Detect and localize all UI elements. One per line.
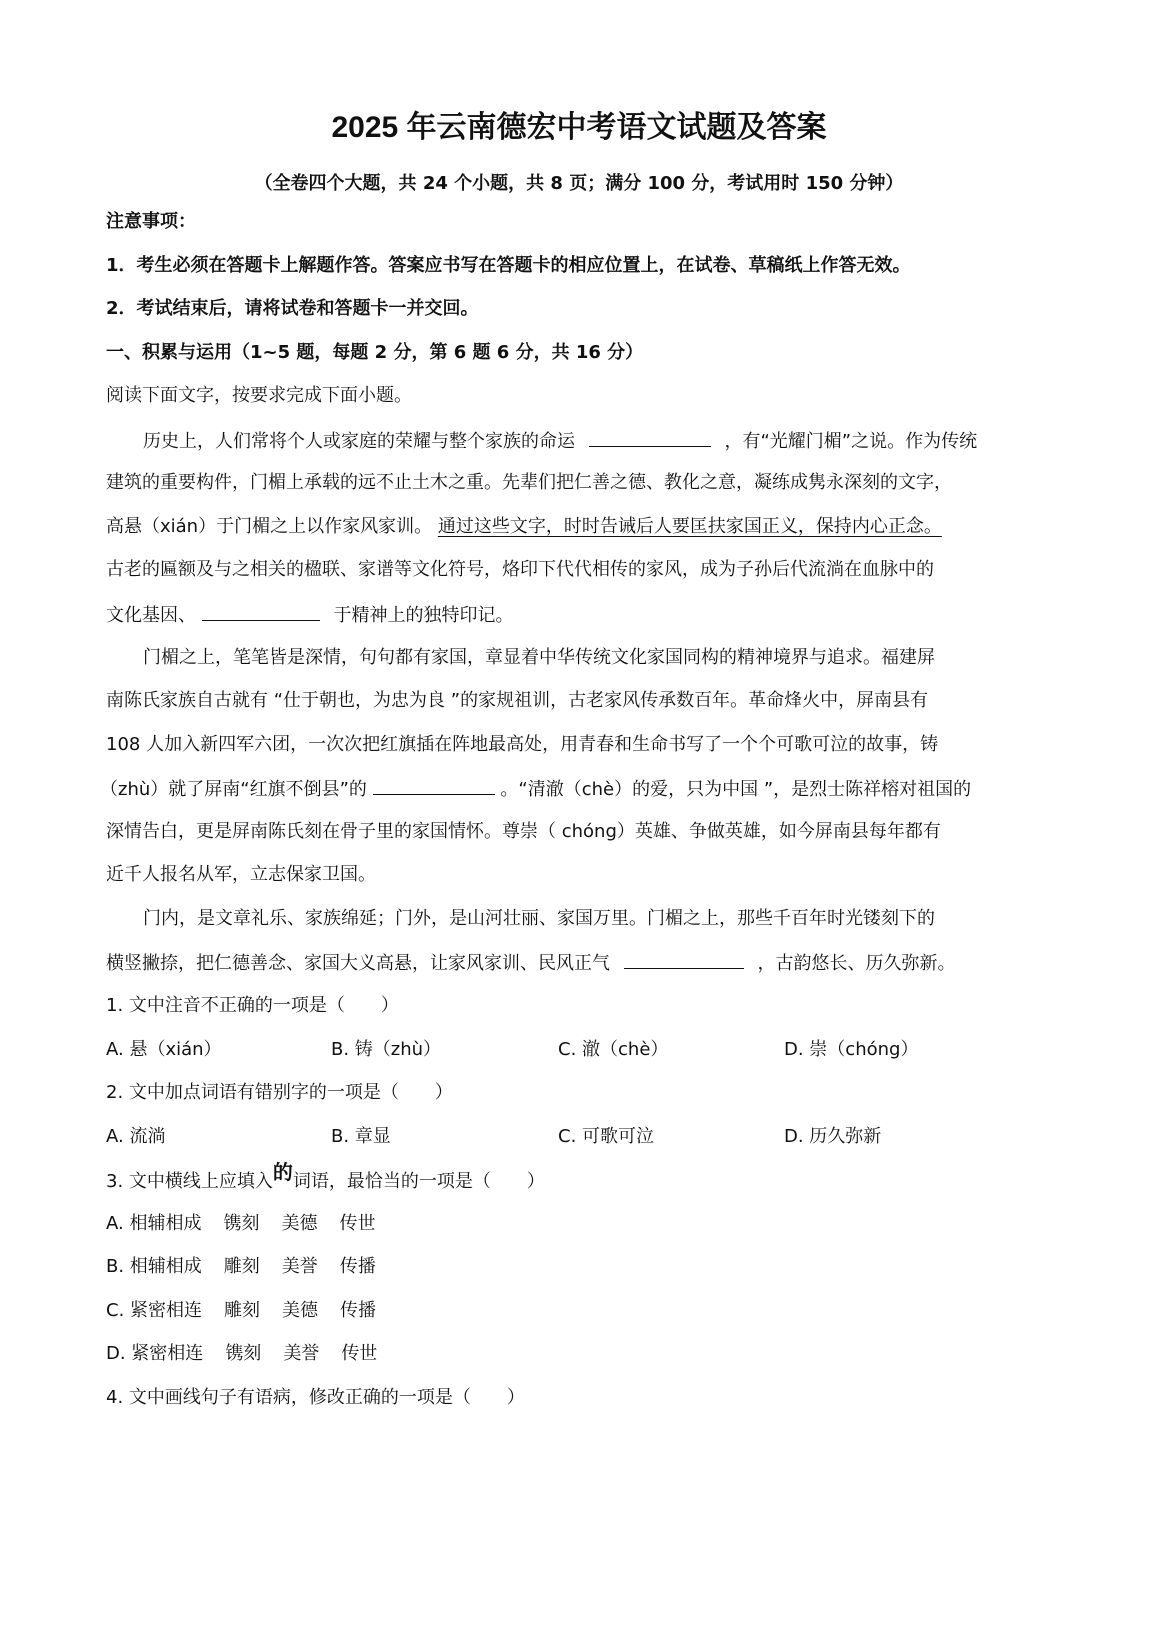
passage-text: 高悬（xián）于门楣之上以作家风家训。 xyxy=(106,516,433,537)
option-text: D. 紧密相连 xyxy=(106,1343,204,1364)
exam-info: （全卷四个大题，共 24 个小题，共 8 页；满分 100 分，考试用时 150 分钟） xyxy=(254,173,904,194)
option-text: 雕刻 xyxy=(223,1256,260,1277)
option-text: B. 相辅相成 xyxy=(106,1256,202,1277)
q1-option-b[interactable]: B. 铸（zhù） xyxy=(331,1039,442,1060)
fill-blank-2 xyxy=(202,602,320,621)
option-text: 传世 xyxy=(341,1343,378,1364)
option-text: 镌刻 xyxy=(225,1343,262,1364)
stem-text: 3. 文中横线上应填入 xyxy=(106,1171,273,1192)
q2-option-b[interactable]: B. 章显 xyxy=(331,1126,391,1147)
notice-item-2: 2．考试结束后，请将试卷和答题卡一并交回。 xyxy=(106,298,479,319)
option-text: 镌刻 xyxy=(223,1213,260,1234)
passage-line xyxy=(100,776,971,802)
passage-line: 门楣之上，笔笔皆是深情，句句都有家国，章显着中华传统文化家国同构的精神境界与追求。福建屏 xyxy=(143,647,935,668)
q2-option-c[interactable]: C. 可歌可泣 xyxy=(558,1126,655,1147)
stem-text: 词语，最恰当的一项是（ ） xyxy=(292,1171,545,1192)
page-title: 2025 年云南德宏中考语文试题及答案 xyxy=(331,111,827,144)
question-2-stem: 2. 文中加点词语有错别字的一项是（ ） xyxy=(106,1082,453,1103)
passage-line xyxy=(106,602,513,628)
option-text: 美誉 xyxy=(281,1256,318,1277)
stray-character-mark: 的 xyxy=(272,1160,293,1184)
passage-line xyxy=(143,428,977,454)
passage-line xyxy=(106,515,942,539)
notice-heading: 注意事项： xyxy=(106,211,196,232)
passage-text: 于精神上的独特印记。 xyxy=(333,605,514,626)
fill-blank-3 xyxy=(373,776,495,795)
q1-option-d[interactable]: D. 崇（chóng） xyxy=(784,1039,919,1060)
fill-blank-1 xyxy=(589,428,711,447)
option-text: 传世 xyxy=(339,1213,376,1234)
q3-option-c[interactable] xyxy=(106,1299,376,1323)
underlined-sentence: 通过这些文字，时时告诫后人要匡扶家国正义，保持内心正念。 xyxy=(437,516,942,537)
passage-line: 近千人报名从军，立志保家卫国。 xyxy=(106,864,376,885)
option-text: 传播 xyxy=(340,1300,377,1321)
q1-option-c[interactable]: C. 澈（chè） xyxy=(558,1039,669,1060)
notice-item-1: 1．考生必须在答题卡上解题作答。答案应书写在答题卡的相应位置上，在试卷、草稿纸上作答无效。 xyxy=(106,255,911,276)
passage-text: 横竖撇捺，把仁德善念、家国大义高悬，让家风家训、民风正气 xyxy=(106,953,610,974)
option-text: 美德 xyxy=(282,1300,319,1321)
passage-line: 深情告白，更是屏南陈氏刻在骨子里的家国情怀。尊崇（ chóng）英雄、争做英雄，如今屏南县每年都有 xyxy=(106,821,941,842)
option-text: 美誉 xyxy=(283,1343,320,1364)
question-3-stem xyxy=(106,1160,545,1194)
passage-line: 108 人加入新四军六团，一次次把红旗插在阵地最高处，用青春和生命书写了一个个可歌可泣的故事，铸 xyxy=(106,734,939,755)
option-text: 雕刻 xyxy=(224,1300,261,1321)
passage-line: 南陈氏家族自古就有 “仕于朝也，为忠为良 ”的家规祖训，古老家风传承数百年。革命烽火中，屏南县有 xyxy=(106,690,929,711)
passage-text: 。“清澈（chè）的爱，只为中国 ”，是烈士陈祥榕对祖国的 xyxy=(500,779,972,800)
q3-option-d[interactable] xyxy=(106,1342,377,1366)
question-1-stem: 1. 文中注音不正确的一项是（ ） xyxy=(106,995,399,1016)
passage-text: （zhù）就了屏南“红旗不倒县”的 xyxy=(100,779,367,800)
q3-option-b[interactable] xyxy=(106,1255,376,1279)
q3-option-a[interactable] xyxy=(106,1212,375,1236)
passage-text: ，有“光耀门楣”之说。作为传统 xyxy=(724,431,978,452)
passage-text: 文化基因、 xyxy=(106,605,196,626)
passage-text: ，古韵悠长、历久弥新。 xyxy=(757,953,956,974)
passage-line: 古老的匾额及与之相关的楹联、家谱等文化符号，烙印下代代相传的家风，成为子孙后代流淌在血脉中的 xyxy=(106,559,934,580)
option-text: 美德 xyxy=(281,1213,318,1234)
q1-option-a[interactable]: A. 悬（xián） xyxy=(106,1039,222,1060)
passage-text: 历史上，人们常将个人或家庭的荣耀与整个家族的命运 xyxy=(143,431,575,452)
q2-option-a[interactable]: A. 流淌 xyxy=(106,1126,166,1147)
option-text: C. 紧密相连 xyxy=(106,1300,203,1321)
section-heading: 一、积累与运用（1~5 题，每题 2 分，第 6 题 6 分，共 16 分） xyxy=(106,342,644,363)
option-text: 传播 xyxy=(339,1256,376,1277)
option-text: A. 相辅相成 xyxy=(106,1213,202,1234)
passage-line: 门内，是文章礼乐、家族绵延；门外，是山河壮丽、家国万里。门楣之上，那些千百年时光镂刻下的 xyxy=(143,908,935,929)
q2-option-d[interactable]: D. 历久弥新 xyxy=(784,1126,882,1147)
reading-instruction: 阅读下面文字，按要求完成下面小题。 xyxy=(106,385,412,406)
fill-blank-4 xyxy=(624,950,744,969)
question-4-stem: 4. 文中画线句子有语病，修改正确的一项是（ ） xyxy=(106,1387,525,1408)
passage-line: 建筑的重要构件，门楣上承载的远不止土木之重。先辈们把仁善之德、教化之意，凝练成隽永深刻的文字， xyxy=(106,472,952,493)
passage-line xyxy=(106,950,955,976)
